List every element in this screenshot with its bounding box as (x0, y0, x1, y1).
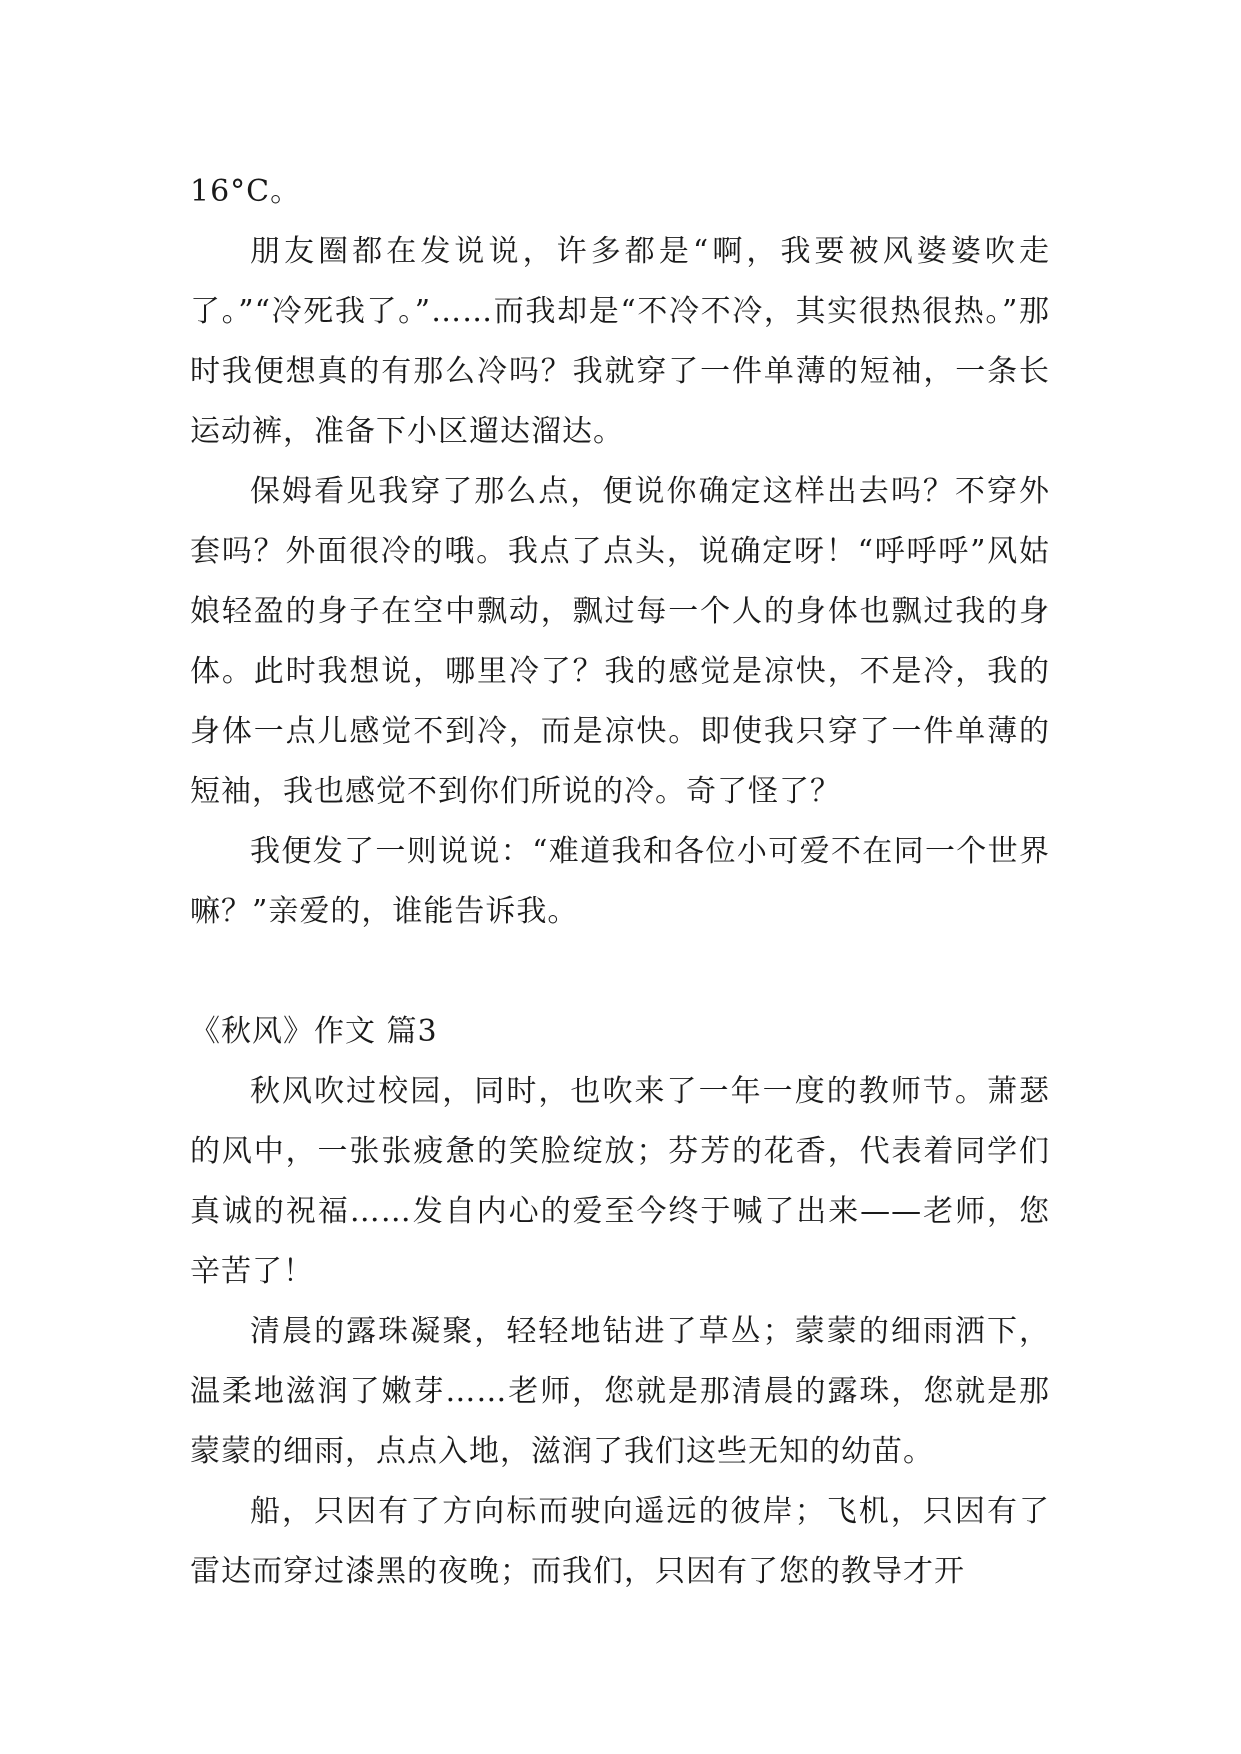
paragraph-nanny: 保姆看见我穿了那么点，便说你确定这样出去吗？不穿外套吗？外面很冷的哦。我点了点头，说确定呀！“呼呼呼”风姑娘轻盈的身子在空中飘动，飘过每一个人的身体也飘过我的身体。此时我想说，哪里冷了？我的感觉是凉快，不是冷，我的身体一点儿感觉不到冷，而是凉快。即使我只穿了一件单薄的短袖，我也感觉不到你们所说的冷。奇了怪了？ (190, 474, 1050, 809)
section-heading: 《秋风》作文 篇3 (190, 1014, 438, 1049)
paragraph-friends-circle: 朋友圈都在发说说，许多都是“啊，我要被风婆婆吹走了。”“冷死我了。”……而我却是“不冷不冷，其实很热很热。”那时我便想真的有那么冷吗？我就穿了一件单薄的短袖，一条长运动裤，准备下小区遛达溜达。 (190, 234, 1050, 449)
document-body (190, 162, 1050, 1602)
paragraph-temperature: 16°C。 (190, 174, 302, 209)
paragraph-teachers-day: 秋风吹过校园，同时，也吹来了一年一度的教师节。萧瑟的风中，一张张疲惫的笑脸绽放；芬芳的花香，代表着同学们真诚的祝福……发自内心的爱至今终于喊了出来——老师，您辛苦了！ (190, 1074, 1050, 1289)
paragraph-post: 我便发了一则说说：“难道我和各位小可爱不在同一个世界嘛？”亲爱的，谁能告诉我。 (190, 834, 1050, 929)
paragraph-ship: 船，只因有了方向标而驶向遥远的彼岸；飞机，只因有了雷达而穿过漆黑的夜晚；而我们，只因有了您的教导才开 (190, 1494, 1050, 1589)
section-gap (190, 942, 1050, 1002)
paragraph-dew: 清晨的露珠凝聚，轻轻地钻进了草丛；蒙蒙的细雨洒下，温柔地滋润了嫩芽……老师，您就是那清晨的露珠，您就是那蒙蒙的细雨，点点入地，滋润了我们这些无知的幼苗。 (190, 1314, 1050, 1469)
